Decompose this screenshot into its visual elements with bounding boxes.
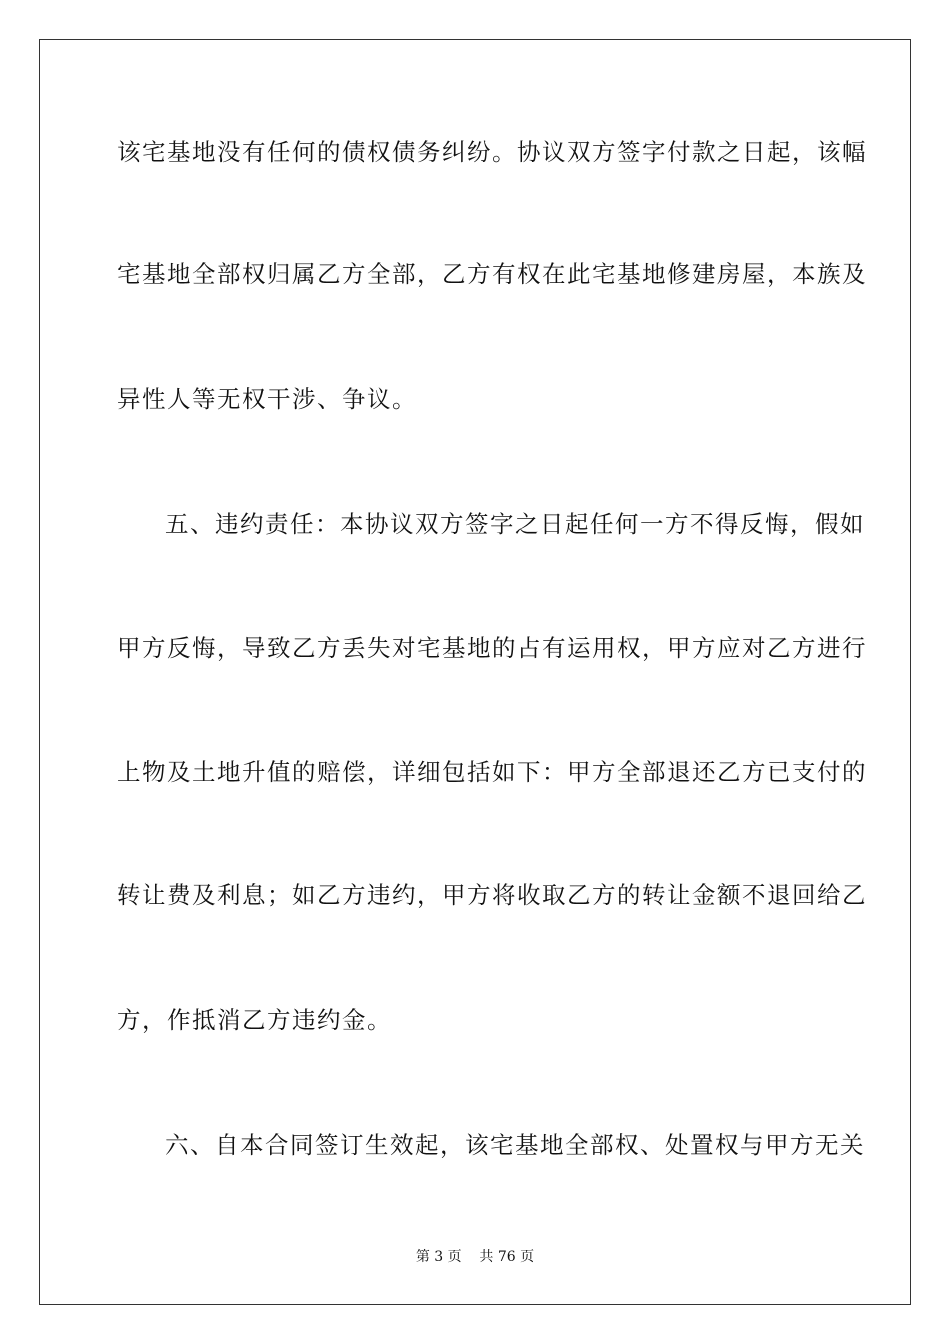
paragraph-line: 方，作抵消乙方违约金。 (117, 1006, 392, 1034)
paragraph-line: 异性人等无权干涉、争议。 (117, 385, 417, 413)
section-six-line: 六、自本合同签订生效起，该宅基地全部权、处置权与甲方无关 (165, 1131, 865, 1159)
paragraph-line: 转让费及利息；如乙方违约，甲方将收取乙方的转让金额不退回给乙 (117, 881, 867, 909)
section-five-line: 五、违约责任：本协议双方签字之日起任何一方不得反悔，假如 (165, 510, 865, 538)
paragraph-line: 宅基地全部权归属乙方全部，乙方有权在此宅基地修建房屋，本族及 (117, 260, 867, 288)
page-border (39, 39, 911, 1305)
page-number-footer: 第 3 页 共 76 页 (415, 1249, 535, 1265)
paragraph-line: 该宅基地没有任何的债权债务纠纷。协议双方签字付款之日起，该幅 (117, 138, 867, 166)
paragraph-line: 上物及土地升值的赔偿，详细包括如下：甲方全部退还乙方已支付的 (117, 758, 867, 786)
paragraph-line: 甲方反悔，导致乙方丢失对宅基地的占有运用权，甲方应对乙方进行 (117, 634, 867, 662)
